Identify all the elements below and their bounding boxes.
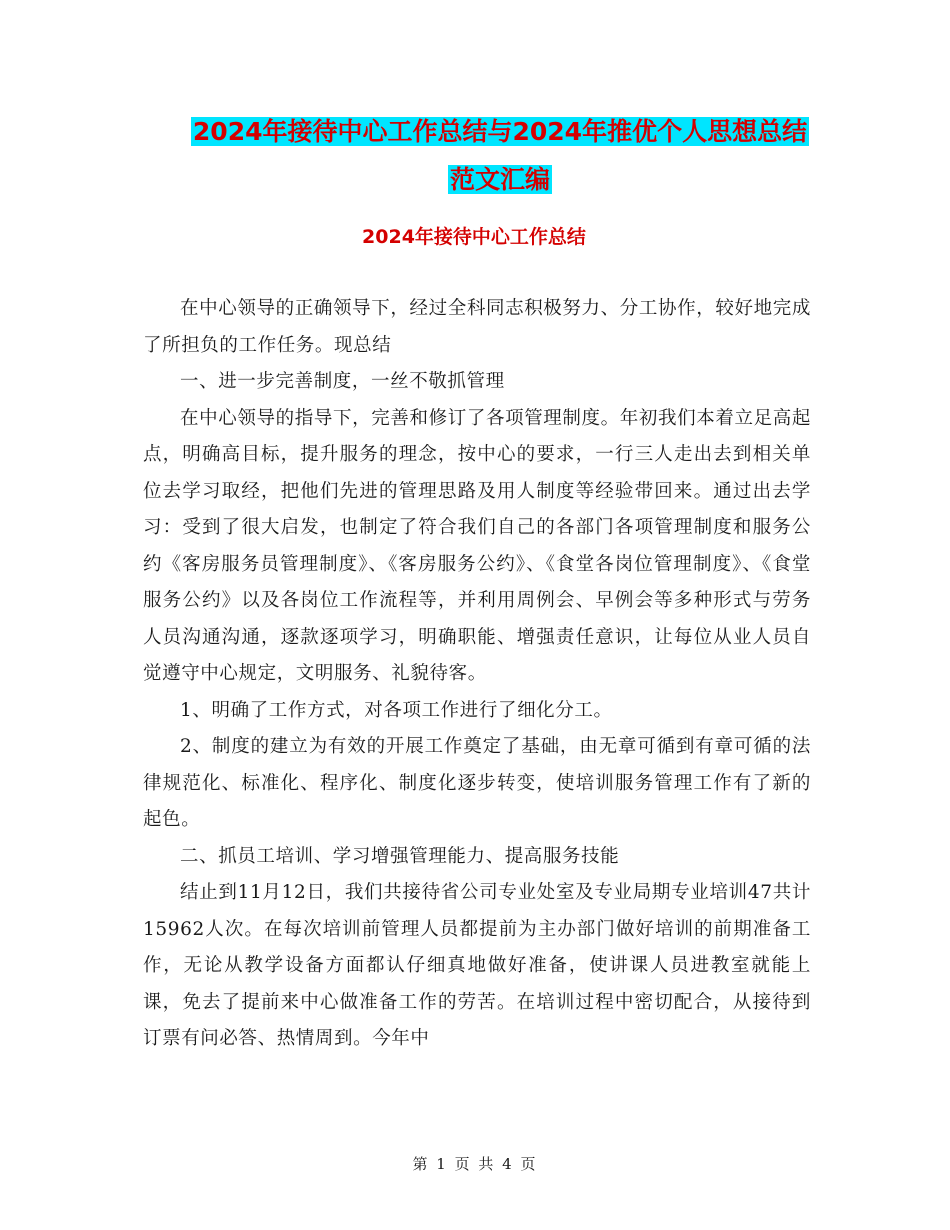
document-title-line-2: 范文汇编 (449, 165, 550, 194)
paragraph-intro: 在中心领导的正确领导下，经过全科同志积极努力、分工协作，较好地完成了所担负的工作任务。现总结 (143, 298, 811, 356)
paragraph-system: 在中心领导的指导下，完善和修订了各项管理制度。年初我们本着立足高起点，明确高目标，提升服务的理念，按中心的要求，一行三人走出去到相关单位去学习取经，把他们先进的管理思路及用人制度等经验带回来。通过出去学习：受到了很大启发，也制定了符合我们自己的各部门各项管理制度和服务公约《客房服务员管理制度》、《客房服务公约》、《食堂各岗位管理制度》、《食堂服务公约》以及各岗位工作流程等，并利用周例会、早例会等多种形式与劳务人员沟通沟通，逐款逐项学习，明确职能、增强责任意识，让每位从业人员自觉遵守中心规定，文明服务、礼貌待客。 (143, 407, 811, 684)
section-title: 2024年接待中心工作总结 (362, 226, 586, 248)
heading-two: 二、抓员工培训、学习增强管理能力、提高服务技能 (180, 845, 620, 867)
heading-one: 一、进一步完善制度，一丝不敬抓管理 (180, 371, 505, 392)
paragraph-training: 结止到11月12日，我们共接待省公司专业处室及专业局期专业培训47共计15962人次。在每次培训前管理人员都提前为主办部门做好培训的前期准备工作，无论从教学设备方面都认仔细真地做好准备，使讲课人员进教室就能上课，免去了提前来中心做准备工作的劳苦。在培训过程中密切配合，从接待到订票有问必答、热情周到。今年中 (143, 882, 811, 1049)
document-title-line-1: 2024年接待中心工作总结与2024年推优个人思想总结 (192, 117, 808, 146)
list-item-2: 2、制度的建立为有效的开展工作奠定了基础，由无章可循到有章可循的法律规范化、标准化、程序化、制度化逐步转变，使培训服务管理工作有了新的起色。 (143, 736, 811, 830)
document-title (140, 108, 860, 204)
page-footer: 第 1 页 共 4 页 (412, 1155, 538, 1173)
document-body (143, 291, 811, 1058)
list-item-1: 1、明确了工作方式，对各项工作进行了细化分工。 (180, 699, 613, 721)
